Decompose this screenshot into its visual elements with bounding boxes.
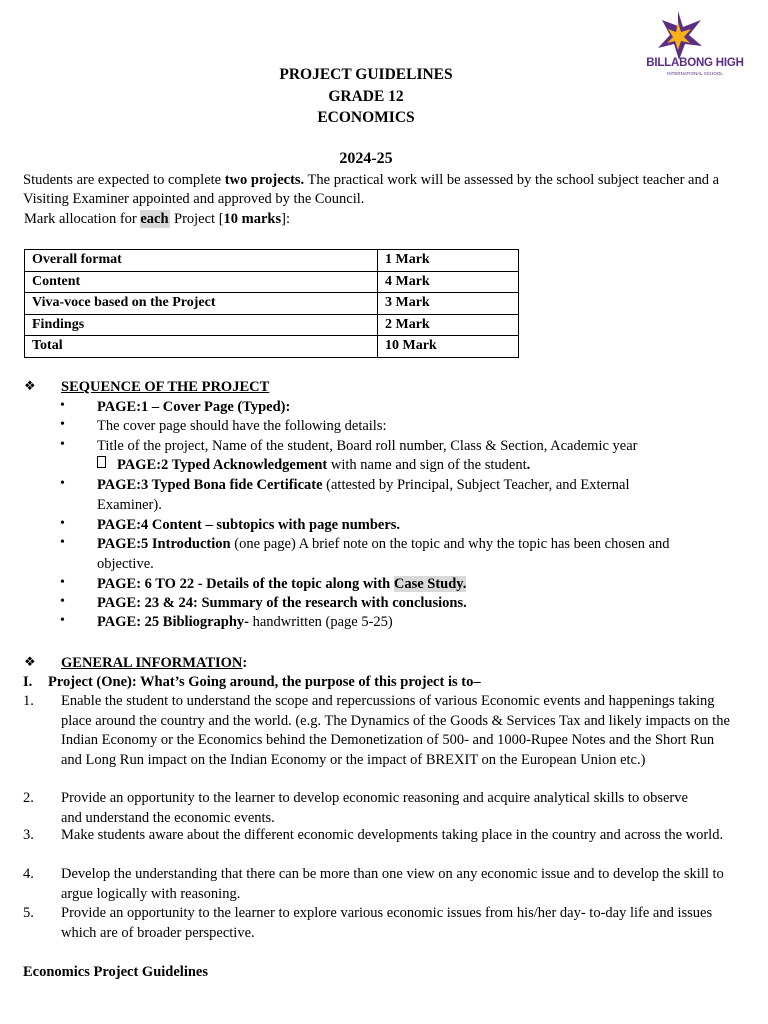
table-cell-marks: 1 Mark [378,250,519,272]
title-line-2: GRADE 12 [328,87,404,105]
diamond-bullet-icon: ❖ [24,654,36,669]
item-text: (one page) A brief note on the topic and why the topic has been chosen and objective. [97,536,670,572]
table-row [25,314,519,336]
item-bold: PAGE:3 Typed Bona fide Certificate [97,477,323,493]
list-item: Enable the student to understand the scope and repercussions of various Economic events and happenings taking place around the country and the world. (e.g. The Dynamics of the Goods & Services Tax and likely impacts on the Indian Economy or the Economics behind the Demonetization of 500- and 1000-Rupee Notes and the Short Run and Long Run impact on the Indian Economy or the impact of BREXIT on the European Union etc.) [61,693,730,768]
missing-glyph-icon [97,456,106,468]
table-cell-item: Total [25,336,378,358]
diamond-bullet-icon: ❖ [24,378,36,393]
item-text: The cover page should have the following details: [97,418,387,434]
point-number: 5. [23,905,34,921]
item-bold: PAGE: 23 & 24: Summary of the research with conclusions. [97,595,467,611]
allocation-each: each [140,211,169,227]
mark-allocation [24,210,424,229]
point-number: 4. [23,866,34,882]
intro-text-bold: two projects. [224,172,305,188]
allocation-suffix: ]: [281,211,290,227]
title-line-1: PROJECT GUIDELINES [279,66,453,83]
item-bold: PAGE:1 – Cover Page (Typed): [97,399,291,415]
item-text: handwritten (page 5-25) [249,614,393,630]
bullet-icon: • [60,535,65,550]
title-line-3: ECONOMICS [317,109,415,126]
intro-text-2: The practical work will be assessed by the school subject teacher and a Visiting Examiner appointed and approved by the Council. [23,172,720,207]
marks-table [24,249,519,358]
bullet-icon: • [60,398,65,413]
table-row [25,336,519,358]
table-row [25,250,519,272]
list-item: Provide an opportunity to the learner to develop economic reasoning and acquire analytical skills to observe and understand the economic events. [61,790,688,826]
page-title [0,64,732,129]
logo-name: BILLABONG HIGH [646,57,744,69]
point-number: 3. [23,827,34,843]
item-text: with name and sign of the student [327,457,527,473]
project-title: Project (One): What’s Going around, the purpose of this project is to– [48,674,481,690]
list-item [97,575,697,595]
page-footer: Economics Project Guidelines [23,964,208,980]
item-bold: PAGE:4 Content – subtopics with page numbers. [97,517,401,533]
allocation-middle: Project [ [170,211,224,227]
list-item [97,476,687,515]
bullet-icon: • [60,476,65,491]
list-item [97,437,737,457]
table-cell-item: Viva-voce based on the Project [25,293,378,315]
bullet-icon: • [60,516,65,531]
bullet-icon: • [60,613,65,628]
list-item [97,398,697,418]
bullet-icon: • [60,417,65,432]
table-cell-marks: 2 Mark [378,314,519,336]
table-cell-item: Content [25,271,378,293]
list-item [97,535,697,574]
general-heading-text: GENERAL INFORMATION [61,655,243,671]
list-item: Develop the understanding that there can be more than one view on any economic issue and to develop the skill to argue logically with reasoning. [61,866,724,902]
allocation-prefix: Mark allocation for [24,211,141,227]
list-item [97,417,697,437]
allocation-marks: 10 marks [223,211,282,227]
bullet-icon: • [60,437,65,452]
item-bold: PAGE: 6 TO 22 - Details of the topic along with [97,576,394,592]
intro-paragraph [23,171,743,209]
table-cell-marks: 4 Mark [378,271,519,293]
logo-subtitle: INTERNATIONAL SCHOOL [667,71,723,76]
intro-text-1: Students are expected to complete [23,172,225,188]
table-cell-marks: 10 Mark [378,336,519,358]
list-item [97,613,697,633]
item-bold: PAGE:5 Introduction [97,536,231,552]
academic-year: 2024-25 [339,150,393,167]
table-cell-item: Findings [25,314,378,336]
general-heading-suffix: : [242,655,248,671]
table-row [25,293,519,315]
item-text: (attested by Principal, Subject Teacher, and External Examiner). [97,477,630,513]
general-heading [61,654,247,673]
item-text: Title of the project, Name of the student, Board roll number, Class & Section, Academic year [97,438,638,454]
table-cell-item: Overall format [25,250,378,272]
project-label: I. [23,674,33,690]
item-highlight: Case Study. [393,576,467,592]
point-number: 2. [23,790,34,806]
bullet-icon: • [60,594,65,609]
sequence-heading: SEQUENCE OF THE PROJECT [61,379,270,395]
list-item: Provide an opportunity to the learner to explore various economic issues from his/her day- to-day life and issues which are of broader perspective. [61,905,713,941]
item-bold: PAGE:2 Typed Acknowledgement [117,457,328,473]
list-item: Make students aware about the different economic developments taking place in the country and across the world. [61,827,724,843]
list-item [117,456,717,476]
table-row [25,271,519,293]
bullet-icon: • [60,575,65,590]
point-number: 1. [23,693,34,709]
list-item [97,516,697,536]
item-bold-tail: . [526,457,531,473]
item-bold: PAGE: 25 Bibliography- [97,614,249,630]
list-item [97,594,697,614]
table-cell-marks: 3 Mark [378,293,519,315]
